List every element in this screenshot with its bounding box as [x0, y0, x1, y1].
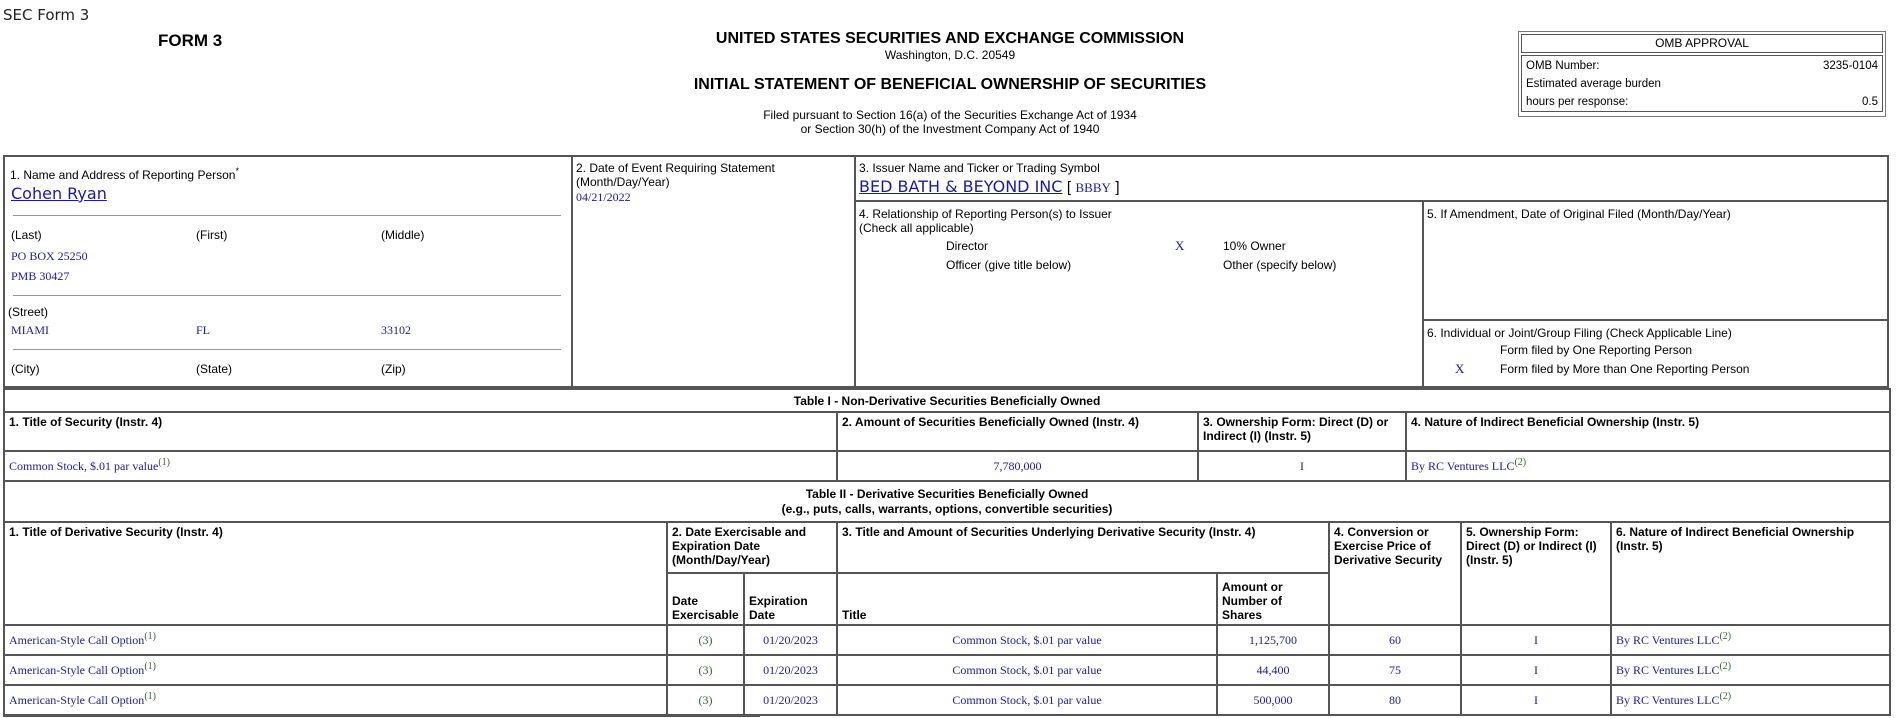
date-exercisable: (3) [667, 625, 744, 655]
ten-percent-owner-label: 10% Owner [1223, 239, 1286, 253]
issuer-ticker: BBBY [1075, 180, 1111, 195]
ownership-form: I [1461, 625, 1611, 655]
security-title: Common Stock, $.01 par value$^{(1)}$ [4, 451, 837, 481]
zip-value: 33102 [381, 323, 411, 337]
filed-line-1: Filed pursuant to Section 16(a) of the Securities Exchange Act of 1934 [763, 108, 1137, 122]
underlying-title: Common Stock, $.01 par value [837, 655, 1217, 685]
street-line-1: PO BOX 25250 [11, 249, 88, 263]
underlying-title: Common Stock, $.01 par value [837, 685, 1217, 715]
footnote-ref: (1) [144, 630, 156, 642]
ten-percent-owner-mark: X [1175, 238, 1185, 253]
divider [571, 156, 573, 387]
filing-one-person: Form filed by One Reporting Person [1500, 343, 1693, 357]
table-2-header-exercisable: Date Exercisable [667, 573, 744, 625]
ownership-nature: By RC Ventures LLC$^{(2)}$ [1611, 685, 1890, 715]
street-line-2: PMB 30427 [11, 269, 70, 283]
omb-hours-value: 0.5 [1862, 96, 1878, 108]
page-title: SEC Form 3 [3, 6, 90, 24]
ownership-nature: By RC Ventures LLC$^{(2)}$ [1611, 625, 1890, 655]
issuer-label: 3. Issuer Name and Ticker or Trading Symbol [859, 161, 1100, 175]
security-amount: 7,780,000 [837, 451, 1198, 481]
filing-label: 6. Individual or Joint/Group Filing (Check Applicable Line) [1427, 326, 1732, 340]
state-value: FL [196, 323, 211, 337]
omb-burden-label: Estimated average burden [1526, 78, 1661, 90]
table-2-header-underlying-title: Title [837, 573, 1217, 625]
first-label: (First) [196, 228, 228, 242]
table-2-header-title: 1. Title of Derivative Security (Instr. 4) [4, 522, 667, 625]
ownership-form: I [1461, 655, 1611, 685]
table-1-header-nature: 4. Nature of Indirect Beneficial Ownership (Instr. 5) [1406, 412, 1890, 451]
issuer-line [859, 177, 1120, 197]
table-1-header-ownership: 3. Ownership Form: Direct (D) or Indirect (I) (Instr. 5) [1198, 412, 1406, 451]
issuer-name-link[interactable]: BED BATH & BEYOND INC [859, 177, 1063, 196]
footnote-ref: (2) [1514, 456, 1527, 468]
filed-line-2: or Section 30(h) of the Investment Company Act of 1940 [800, 122, 1100, 136]
relationship-hint: (Check all applicable) [859, 221, 974, 235]
ownership-nature: By RC Ventures LLC$^{(2)}$ [1611, 655, 1890, 685]
table-2-header-ownership: 5. Ownership Form: Direct (D) or Indirect (I) (Instr. 5) [1461, 522, 1611, 625]
table-row [4, 685, 1890, 715]
table-1-title: Table I - Non-Derivative Securities Beneficially Owned [4, 389, 1890, 412]
filing-more-persons: Form filed by More than One Reporting Person [1500, 362, 1750, 376]
table-row [4, 655, 1890, 685]
date-exercisable: (3) [667, 655, 744, 685]
footnote-ref: (2) [1719, 690, 1732, 702]
event-date-format: (Month/Day/Year) [576, 175, 670, 189]
bottom-rule [3, 714, 760, 717]
state-label: (State) [196, 362, 233, 376]
city-value: MIAMI [11, 323, 49, 337]
expiration-date: 01/20/2023 [744, 685, 837, 715]
divider [854, 156, 856, 387]
footnote-ref: (1) [158, 456, 170, 468]
exercise-price: 60 [1329, 625, 1461, 655]
omb-number-value: 3235-0104 [1823, 60, 1878, 72]
table-2-header-expiration: Expiration Date [744, 573, 837, 625]
divider [855, 200, 1888, 202]
footnote-ref: (2) [1719, 630, 1732, 642]
divider [13, 349, 561, 350]
last-label: (Last) [11, 228, 42, 242]
footnote-ref: (1) [144, 690, 156, 702]
divider [13, 215, 561, 216]
omb-title: OMB APPROVAL [1521, 34, 1883, 53]
zip-label: (Zip) [381, 362, 406, 376]
bracket-open: [ [1066, 179, 1072, 196]
form-label: FORM 3 [158, 31, 223, 50]
divider [1422, 201, 1424, 387]
director-label: Director [946, 239, 989, 253]
date-exercisable: (3) [667, 685, 744, 715]
header [590, 30, 1310, 136]
table-1 [3, 388, 1891, 482]
table-2-header-shares: Amount or Number of Shares [1217, 573, 1329, 625]
city-label: (City) [11, 362, 40, 376]
derivative-title: American-Style Call Option$^{(1)}$ [4, 685, 667, 715]
exercise-price: 80 [1329, 685, 1461, 715]
table-row [4, 625, 1890, 655]
agency-location: Washington, D.C. 20549 [884, 48, 1016, 62]
underlying-shares: 44,400 [1217, 655, 1329, 685]
derivative-title: American-Style Call Option$^{(1)}$ [4, 655, 667, 685]
expiration-date: 01/20/2023 [744, 625, 837, 655]
underlying-title: Common Stock, $.01 par value [837, 625, 1217, 655]
event-date-value: 04/21/2022 [576, 190, 631, 204]
table-2-header-dates: 2. Date Exercisable and Expiration Date (Month/Day/Year) [667, 522, 837, 573]
omb-approval-box [1518, 31, 1886, 117]
omb-number-label: OMB Number: [1526, 60, 1600, 72]
underlying-shares: 1,125,700 [1217, 625, 1329, 655]
table-2-title-line-1: Table II - Derivative Securities Beneficially Owned [805, 486, 1089, 501]
table-2 [3, 480, 1891, 716]
expiration-date: 01/20/2023 [744, 655, 837, 685]
ownership-form: I [1461, 685, 1611, 715]
form-title: INITIAL STATEMENT OF BENEFICIAL OWNERSHIP OF SECURITIES [693, 76, 1207, 93]
table-2-header-price: 4. Conversion or Exercise Price of Derivative Security [1329, 522, 1461, 625]
table-2-header-nature: 6. Nature of Indirect Beneficial Ownership (Instr. 5) [1611, 522, 1890, 625]
table-2-header-underlying: 3. Title and Amount of Securities Underlying Derivative Security (Instr. 4) [837, 522, 1329, 573]
officer-label: Officer (give title below) [946, 258, 1072, 272]
underlying-shares: 500,000 [1217, 685, 1329, 715]
security-ownership: I [1198, 451, 1406, 481]
table-2-title-line-2: (e.g., puts, calls, warrants, options, convertible securities) [781, 501, 1113, 516]
middle-label: (Middle) [381, 228, 425, 242]
event-date-label: 2. Date of Event Requiring Statement [576, 161, 775, 175]
divider [13, 295, 561, 296]
reporting-person-name-link[interactable]: Cohen Ryan [11, 184, 107, 203]
table-2-title [4, 481, 1890, 522]
other-label: Other (specify below) [1223, 258, 1337, 272]
table-row [4, 451, 1890, 481]
footnote-ref: (2) [1719, 660, 1732, 672]
table-1-header-title: 1. Title of Security (Instr. 4) [4, 412, 837, 451]
filing-more-mark: X [1455, 361, 1465, 376]
divider [1423, 319, 1888, 321]
omb-hours-label: hours per response: [1526, 96, 1629, 108]
amendment-label: 5. If Amendment, Date of Original Filed (Month/Day/Year) [1427, 207, 1731, 221]
relationship-label: 4. Relationship of Reporting Person(s) to Issuer [859, 207, 1112, 221]
derivative-title: American-Style Call Option$^{(1)}$ [4, 625, 667, 655]
security-nature: By RC Ventures LLC$^{(2)}$ [1406, 451, 1890, 481]
omb-details [1521, 55, 1883, 112]
reporting-person-label: 1. Name and Address of Reporting Person* [10, 166, 239, 182]
street-label: (Street) [8, 305, 49, 319]
exercise-price: 75 [1329, 655, 1461, 685]
footnote-ref: (1) [144, 660, 156, 672]
agency-title: UNITED STATES SECURITIES AND EXCHANGE COMMISSION [715, 30, 1185, 47]
bracket-close: ] [1115, 179, 1120, 196]
table-1-header-amount: 2. Amount of Securities Beneficially Owned (Instr. 4) [837, 412, 1198, 451]
